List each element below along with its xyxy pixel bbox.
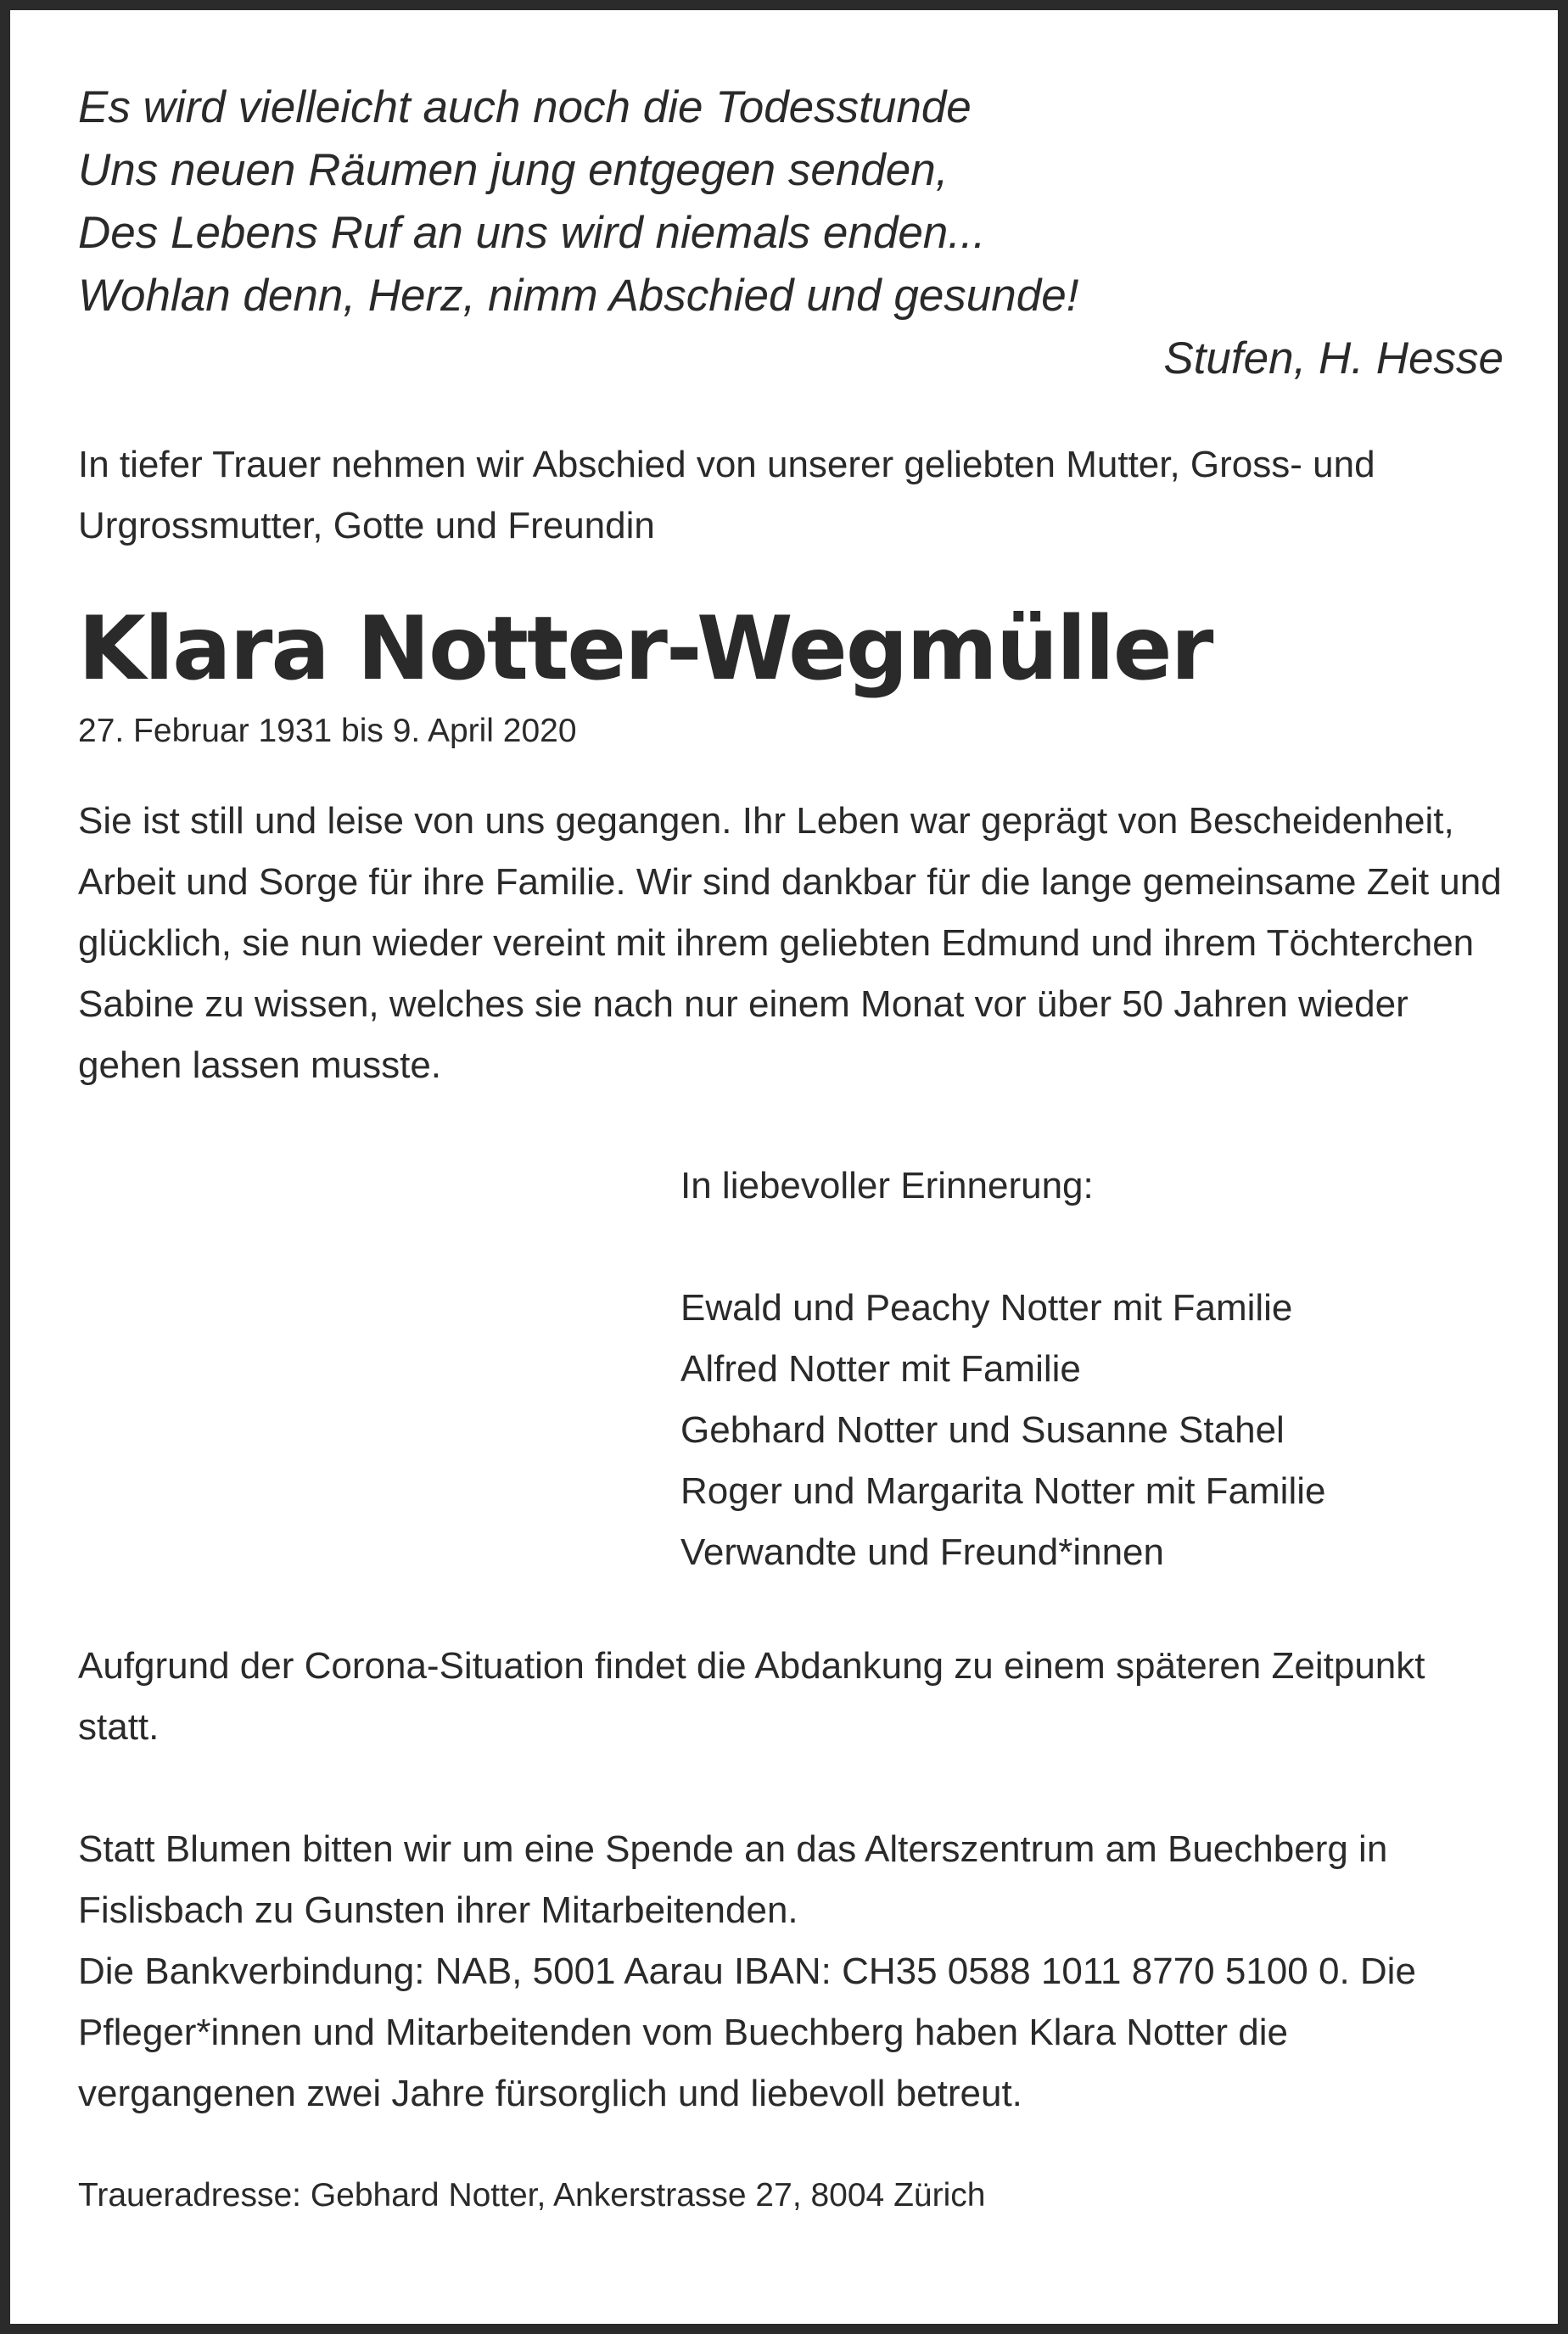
family-member: Alfred Notter mit Familie [680, 1348, 1081, 1390]
poem-quote [78, 76, 1512, 390]
poem-line: Des Lebens Ruf an uns wird niemals enden... [78, 208, 986, 258]
family-member: Verwandte und Freund*innen [680, 1531, 1164, 1573]
poem-credit: Stufen, H. Hesse [1163, 333, 1504, 383]
poem-line: Uns neuen Räumen jung entgegen senden, [78, 145, 949, 195]
intro-text: In tiefer Trauer nehmen wir Abschied von unserer geliebten Mutter, Gross- und Urgrossmutter, Gotte und Freundin [78, 444, 1375, 546]
family-member: Gebhard Notter und Susanne Stahel [680, 1409, 1285, 1451]
family-member: Roger und Margarita Notter mit Familie [680, 1470, 1326, 1512]
bank-details: Die Bankverbindung: NAB, 5001 Aarau IBAN: CH35 0588 1011 8770 5100 0. Die Pfleger*innen und Mitarbeitenden vom Buechberg haben Klara Notter die vergangenen zwei Jahre fürsorglich und liebevoll betreut. [78, 1951, 1416, 2114]
funeral-notice: Aufgrund der Corona-Situation findet die Abdankung zu einem späteren Zeitpunkt statt. [78, 1645, 1425, 1748]
tribute-text: Sie ist still und leise von uns gegangen. Ihr Leben war geprägt von Bescheidenheit, Arbeit und Sorge für ihre Familie. Wir sind dankbar für die lange gemeinsame Zeit und glücklich, sie nun wieder vereint mit ihrem geliebten Edmund und ihrem Töchterchen Sabine zu wissen, welches sie nach nur einem Monat vor über 50 Jahren wieder gehen lassen musste. [78, 800, 1502, 1086]
poem-line: Es wird vielleicht auch noch die Todesstunde [78, 82, 972, 132]
family-signoff [680, 1156, 1512, 1583]
signoff-heading: In liebevoller Erinnerung: [680, 1165, 1094, 1206]
mourning-address: Traueradresse: Gebhard Notter, Ankerstrasse 27, 8004 Zürich [78, 2177, 986, 2214]
obituary-content [78, 76, 1512, 2219]
poem-line: Wohlan denn, Herz, nimm Abschied und gesunde! [78, 271, 1079, 321]
deceased-name: Klara Notter-Wegmüller [78, 598, 1212, 700]
family-member: Ewald und Peachy Notter mit Familie [680, 1287, 1293, 1329]
donation-request: Statt Blumen bitten wir um eine Spende an das Alterszentrum am Buechberg in Fislisbach zu Gunsten ihrer Mitarbeitenden. [78, 1828, 1388, 1931]
life-dates: 27. Februar 1931 bis 9. April 2020 [78, 713, 577, 749]
